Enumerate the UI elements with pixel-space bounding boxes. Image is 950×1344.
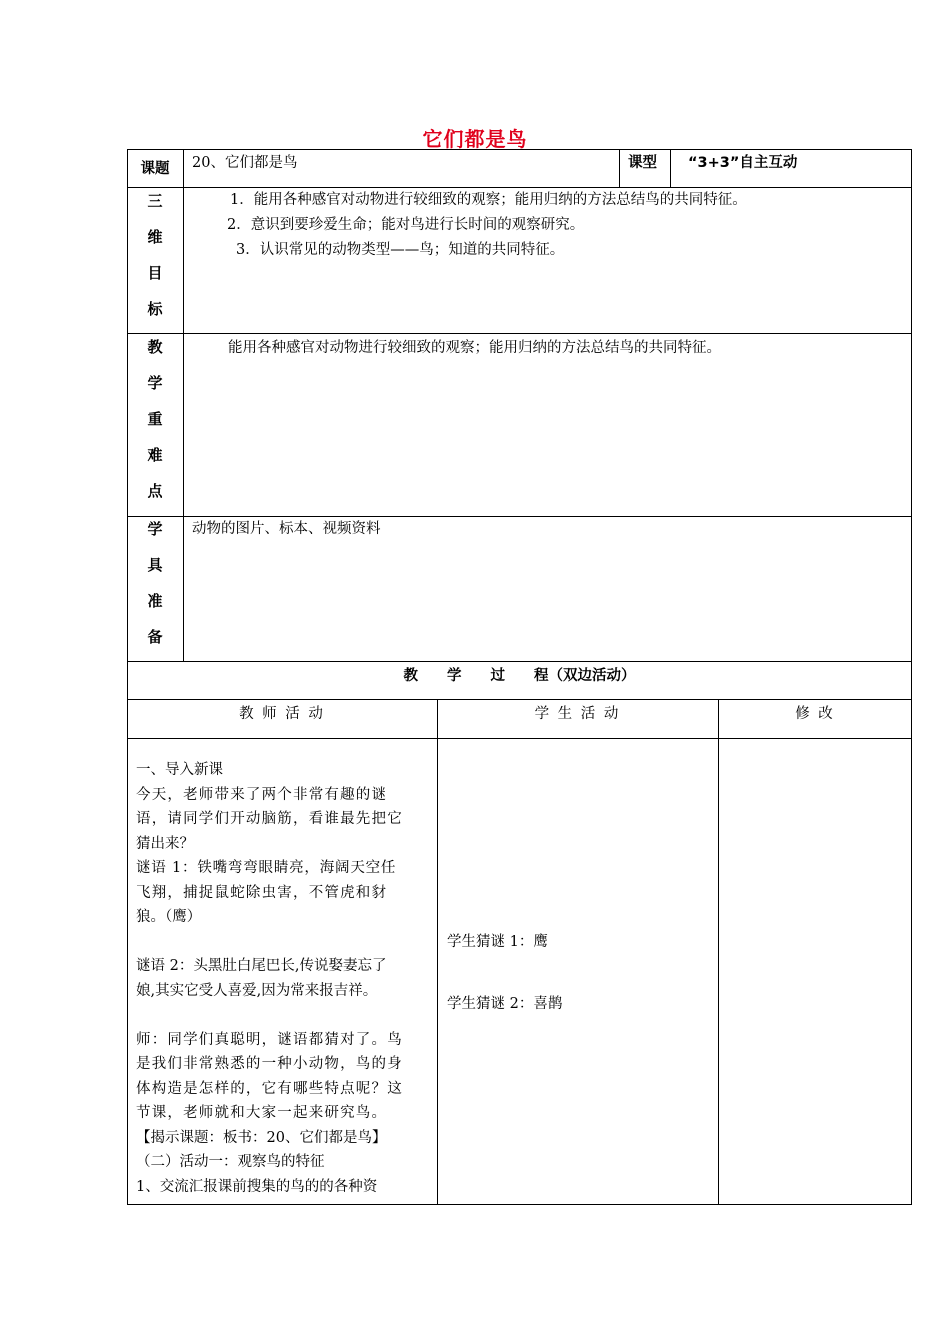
col-divider bbox=[718, 699, 719, 1205]
col-divider bbox=[619, 149, 620, 187]
process-title: 教 学 过 程（双边活动） bbox=[403, 668, 636, 684]
row-divider bbox=[127, 333, 912, 334]
teacher-line: 飞翔，捕捉鼠蛇除虫害，不管虎和豺 bbox=[136, 884, 388, 901]
teacher-line: 语，请同学们开动脑筋，看谁最先把它 bbox=[136, 811, 403, 827]
type-value: “3+3”自主互动 bbox=[688, 155, 798, 171]
student-column-header: 学 生 活 动 bbox=[534, 706, 621, 722]
revise-column-header: 修 改 bbox=[795, 706, 835, 722]
materials-text: 动物的图片、标本、视频资料 bbox=[192, 521, 381, 537]
teacher-column-header: 教 师 活 动 bbox=[239, 706, 325, 722]
topic-label: 课题 bbox=[140, 161, 170, 177]
teacher-line: （二）活动一：观察鸟的特征 bbox=[136, 1154, 325, 1170]
teacher-line: 猜出来？ bbox=[136, 835, 194, 852]
goal-item: 1．能用各种感官对动物进行较细致的观察；能用归纳的方法总结鸟的共同特征。 bbox=[230, 192, 747, 208]
teacher-line: 1、交流汇报课前搜集的鸟的的各种资 bbox=[136, 1178, 378, 1195]
materials-label: 学 具 准 备 bbox=[147, 520, 163, 646]
row-divider bbox=[127, 661, 912, 662]
teacher-line: 一、导入新课 bbox=[136, 762, 223, 778]
row-divider bbox=[127, 516, 912, 517]
teacher-line: 娘,其实它受人喜爱,因为常来报吉祥。 bbox=[136, 982, 378, 999]
row-divider bbox=[127, 699, 912, 700]
blank-line bbox=[136, 1003, 432, 1028]
teacher-line: 谜语 2：头黑肚白尾巴长,传说娶妻忘了 bbox=[136, 958, 387, 974]
teacher-line: 今天，老师带来了两个非常有趣的谜 bbox=[136, 786, 388, 803]
teacher-line: 谜语 1：铁嘴弯弯眼睛亮，海阔天空任 bbox=[136, 860, 397, 876]
teacher-line: 狼。（鹰） bbox=[136, 909, 202, 925]
teacher-line: 体构造是怎样的，它有哪些特点呢？这 bbox=[136, 1080, 403, 1097]
type-label: 课型 bbox=[628, 155, 657, 171]
student-activity-line: 学生猜谜 1：鹰 bbox=[447, 934, 548, 950]
col-divider bbox=[670, 149, 671, 187]
col-divider bbox=[183, 149, 184, 661]
col-divider bbox=[437, 699, 438, 1205]
goal-item: 2．意识到要珍爱生命；能对鸟进行长时间的观察研究。 bbox=[227, 217, 585, 233]
blank-line bbox=[136, 930, 432, 955]
teacher-line: 是我们非常熟悉的一种小动物，鸟的身 bbox=[136, 1056, 403, 1072]
row-divider bbox=[127, 187, 912, 188]
topic-value: 20、它们都是鸟 bbox=[192, 155, 298, 171]
goals-label: 三 维 目 标 bbox=[147, 192, 163, 318]
goal-item: 3．认识常见的动物类型——鸟；知道的共同特征。 bbox=[236, 242, 565, 258]
teacher-activity bbox=[136, 758, 432, 1199]
row-divider bbox=[127, 738, 912, 739]
student-activity-line: 学生猜谜 2：喜鹊 bbox=[447, 996, 563, 1012]
key-points-label: 教 学 重 难 点 bbox=[147, 338, 163, 500]
key-points-text: 能用各种感官对动物进行较细致的观察；能用归纳的方法总结鸟的共同特征。 bbox=[228, 340, 721, 356]
document-title: 它们都是鸟 bbox=[422, 127, 528, 151]
teacher-line: 师：同学们真聪明，谜语都猜对了。鸟 bbox=[136, 1031, 403, 1048]
teacher-line: 节课，老师就和大家一起来研究鸟。 bbox=[136, 1105, 388, 1121]
teacher-line: 【揭示课题：板书：20、它们都是鸟】 bbox=[136, 1129, 387, 1146]
